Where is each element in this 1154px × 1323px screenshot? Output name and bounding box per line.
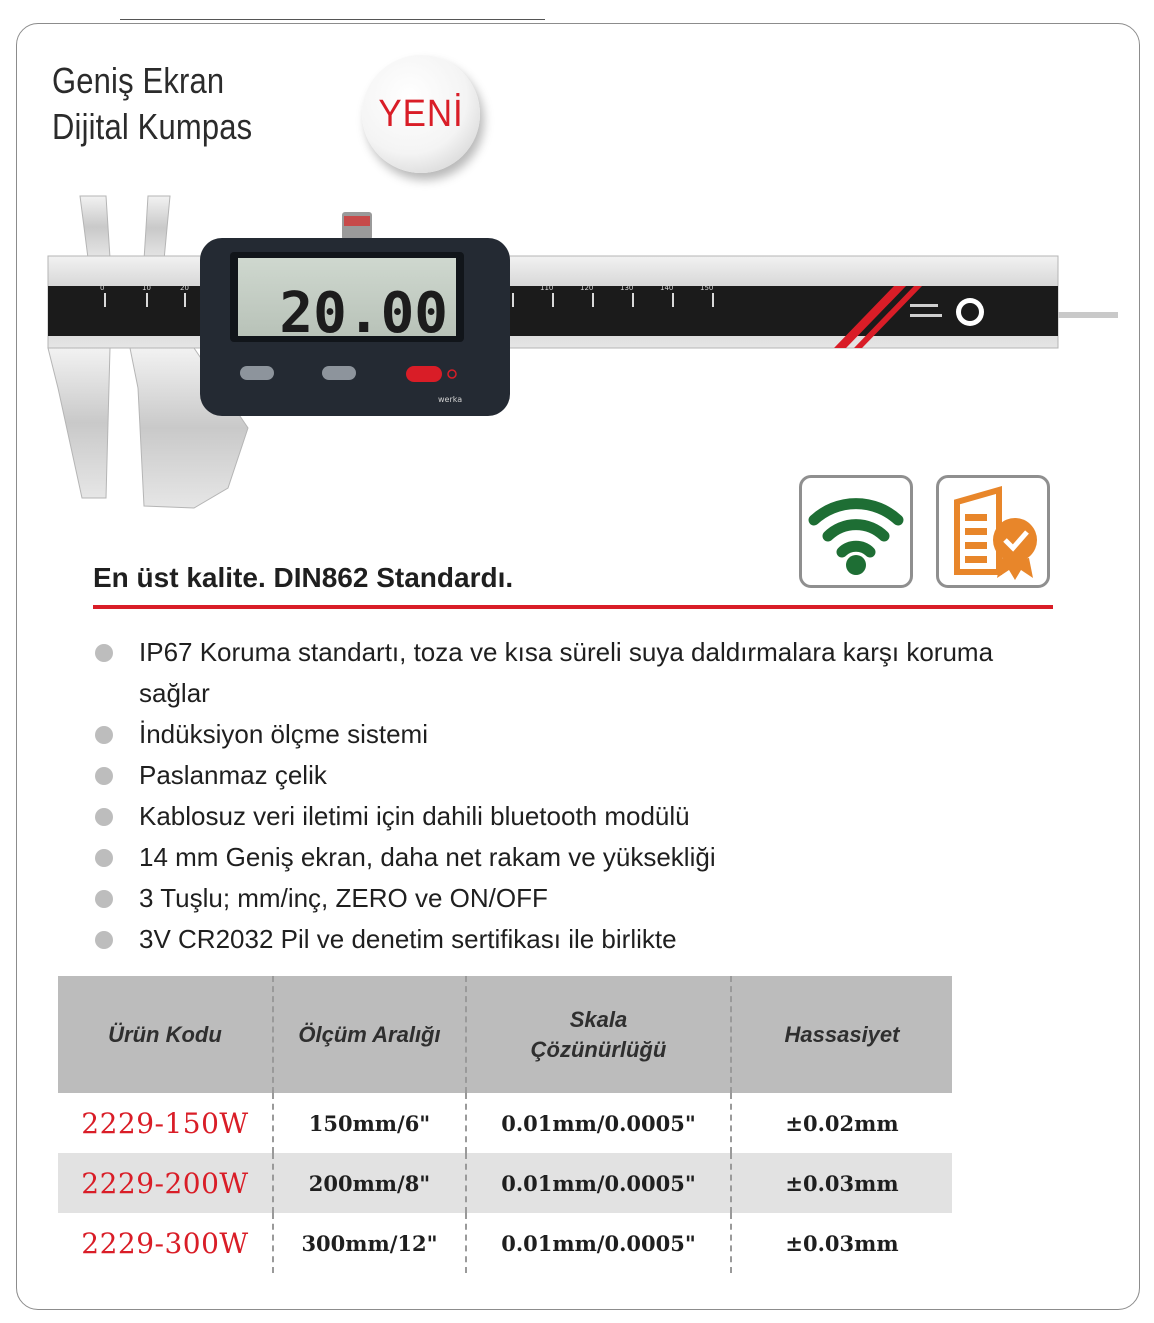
product-title [52, 58, 252, 150]
top-rule [120, 19, 545, 20]
new-badge-label: YENİ [378, 93, 464, 135]
bullet-icon [95, 644, 113, 662]
range-cell: 300mm/12" [273, 1213, 466, 1273]
product-code-cell: 2229-200W [58, 1153, 273, 1213]
svg-text:150: 150 [700, 284, 714, 292]
header-accuracy: Hassasiyet [731, 976, 952, 1093]
bullet-icon [95, 931, 113, 949]
resolution-cell: 0.01mm/0.0005" [466, 1153, 731, 1213]
wireless-icon-box [799, 475, 913, 588]
title-line-1: Geniş Ekran [52, 60, 225, 101]
resolution-cell: 0.01mm/0.0005" [466, 1213, 731, 1273]
list-item: 14 mm Geniş ekran, daha net rakam ve yüksekliği [95, 837, 1055, 878]
caliper-display-value: 20.00 [279, 281, 448, 346]
title-line-2: Dijital Kumpas [52, 106, 253, 147]
svg-text:110: 110 [540, 284, 554, 292]
header-resolution: Skala Çözünürlüğü [466, 976, 731, 1093]
list-item: 3 Tuşlu; mm/inç, ZERO ve ON/OFF [95, 878, 1055, 919]
bullet-icon [95, 849, 113, 867]
table-row [58, 1213, 952, 1273]
quality-heading: En üst kalite. DIN862 Standardı. [93, 562, 514, 593]
bullet-icon [95, 808, 113, 826]
range-cell: 150mm/6" [273, 1093, 466, 1153]
list-item: IP67 Koruma standartı, toza ve kısa süreli suya daldırmalara karşı koruma sağlar [95, 632, 1055, 714]
bullet-icon [95, 726, 113, 744]
product-code-cell: 2229-300W [58, 1213, 273, 1273]
table-row [58, 1153, 952, 1213]
svg-text:130: 130 [620, 284, 634, 292]
product-code-cell: 2229-150W [58, 1093, 273, 1153]
accuracy-cell: ±0.03mm [731, 1153, 952, 1213]
table-header-row [58, 976, 952, 1093]
svg-text:20: 20 [180, 284, 189, 292]
accuracy-cell: ±0.03mm [731, 1213, 952, 1273]
list-item: Paslanmaz çelik [95, 755, 1055, 796]
list-item: 3V CR2032 Pil ve denetim sertifikası ile birlikte [95, 919, 1055, 960]
wireless-icon [802, 478, 910, 585]
list-item: Kablosuz veri iletimi için dahili bluetooth modülü [95, 796, 1055, 837]
new-badge [362, 55, 480, 173]
svg-text:140: 140 [660, 284, 674, 292]
spec-table [58, 976, 952, 1273]
resolution-cell: 0.01mm/0.0005" [466, 1093, 731, 1153]
caliper-brand: werka [438, 395, 463, 404]
red-divider [93, 605, 1053, 609]
list-item: İndüksiyon ölçme sistemi [95, 714, 1055, 755]
bullet-icon [95, 890, 113, 908]
header-product-code: Ürün Kodu [58, 976, 273, 1093]
certificate-icon-box [936, 475, 1050, 588]
svg-text:120: 120 [580, 284, 594, 292]
bullet-icon [95, 767, 113, 785]
svg-text:0: 0 [100, 284, 105, 292]
table-row [58, 1093, 952, 1153]
accuracy-cell: ±0.02mm [731, 1093, 952, 1153]
feature-list [95, 632, 1055, 960]
svg-text:10: 10 [142, 284, 151, 292]
range-cell: 200mm/8" [273, 1153, 466, 1213]
header-measuring-range: Ölçüm Aralığı [273, 976, 466, 1093]
certificate-icon [939, 478, 1047, 585]
